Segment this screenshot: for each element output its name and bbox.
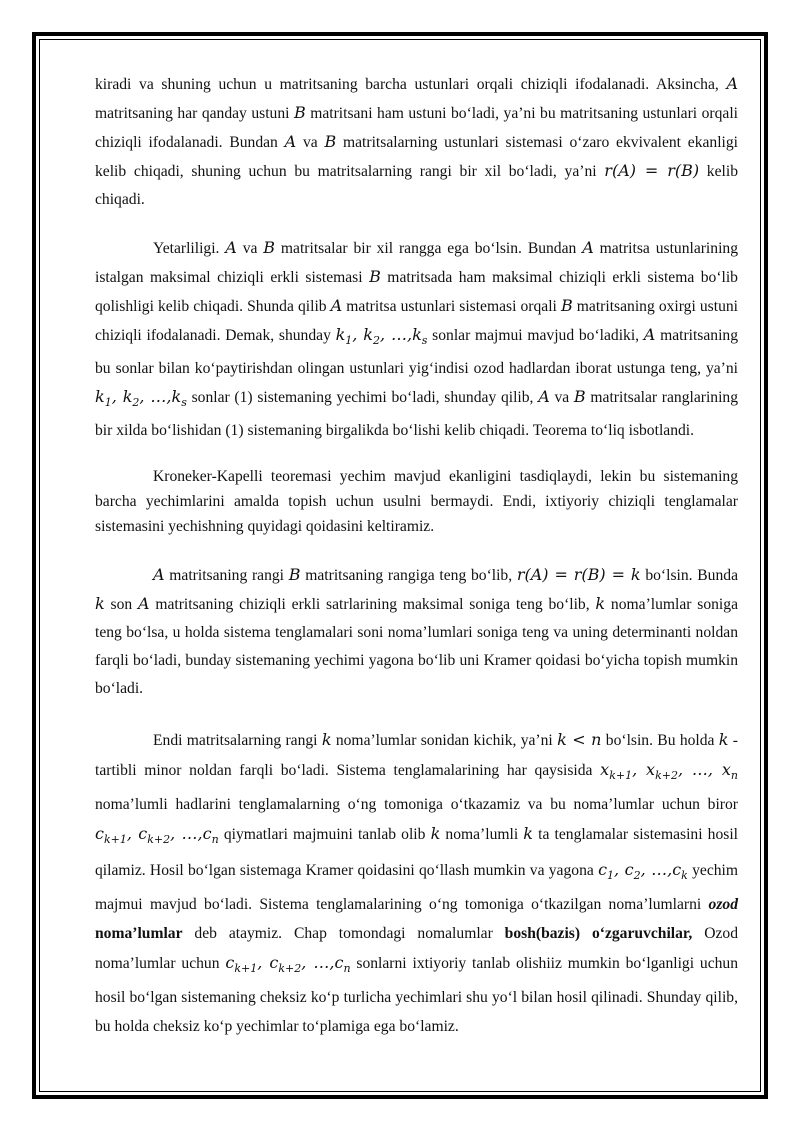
math-k-sequence: $k_1$, $k_2$, $\dots,k_s$: [335, 325, 428, 348]
math-x-sequence: $x_{k+1}$, $x_{k+2}$, …, $x_n$: [600, 760, 739, 783]
math-A: A: [153, 565, 165, 585]
math-B: B: [263, 238, 276, 257]
math-A: A: [330, 296, 343, 315]
paragraph-5: Endi matritsalarning rangi k noma’lumlar sonidan kichik, ya’ni k < n bo‘lsin. Bu holda k - tartibli minor noldan farqli bo‘ladi. Sistema tenglamalarining har qaysisida $x_{k+1}$, $x_{k+2}$, …, $x_n$ noma’lumli hadlarini tenglamalarning o‘ng tomoniga o‘tkazamiz va bu noma’lumlar uchun biror $c_{k+1}$, $c_{k+2}$, $\dots,c_n$ qiymatlari majmuini tanlab olib k noma’lumli k ta tenglamalar sistemasini hosil qilamiz. Hosil bo‘lgan sistemaga Kramer qoidasini qo‘llash mumkin va yagona $c_1$, $c_2$, $\dots,c_k$ yechim majmui mavjud bo‘ladi. Sistema tenglamalarining o‘ng tomoniga o‘tkazilgan noma’lumlarni ozod noma’lumlar deb ataymiz. Chap tomondagi nomalumlar bosh(bazis) o‘zgaruvchilar, Ozod noma’lumlar uchun $c_{k+1}$, $c_{k+2}$, $\dots,c_n$ sonlarni ixtiyoriy tanlab olishiiz mumkin bo‘lganligi uchun hosil bo‘lgan sistemaning cheksiz ko‘p turlicha yechimlari shu yo‘l bilan hosil qilinadi. Shunday qilib, bu holda cheksiz ko‘p yechimlar to‘plamiga ega bo‘lamiz.: [95, 730, 739, 1035]
math-B: B: [573, 387, 586, 407]
math-A: A: [225, 238, 237, 257]
paragraph-1: kiradi va shuning uchun u matritsaning barcha ustunlari orqali chiziqli ifodalanadi. Aksincha, A matritsaning har qanday ustuni B matritsani ham ustuni bo‘ladi, ya’ni bu matritsaning ustunlari orqali chiziqli ifodalanadi. Bundan A va B matritsalarning ustunlari sistemasi o‘zaro ekvivalent ekanligi kelib chiqadi, shuning uchun bu matritsalarning rangi bir xil bo‘ladi, ya’ni r(A) = r(B) kelib chiqadi.: [95, 74, 739, 208]
math-k: k: [595, 594, 606, 614]
math-k: k: [523, 824, 533, 844]
math-B: B: [369, 267, 381, 286]
math-A: A: [284, 132, 297, 151]
paragraph-4: A matritsaning rangi B matritsaning rangiga teng bo‘lib, r(A) = r(B) = k bo‘lsin. Bunda k son A matritsaning chiziqli erkli satrlarining maksimal soniga teng bo‘lib, k noma’lumlar soniga teng bo‘lsa, u holda sistema tenglamalari soni noma’lumlari soniga teng va uning determinanti noldan farqli bo‘ladi, bunday sistemaning yechimi yagona bo‘lib uni Kramer qoidasi bo‘yicha topish mumkin bo‘ladi.: [95, 565, 738, 698]
math-c-sequence: $c_{k+1}$, $c_{k+2}$, $\dots,c_n$: [95, 824, 219, 847]
math-rank-equality-k: r(A) = r(B) = k: [516, 565, 641, 585]
math-k: k: [430, 824, 441, 844]
math-c-sequence: $c_{k+1}$, $c_{k+2}$, $\dots,c_n$: [225, 952, 351, 975]
paragraph-2: Yetarliligi. A va B matritsalar bir xil rangga ega bo‘lsin. Bundan A matritsa ustunlarining istalgan maksimal chiziqli erkli sistemasi B matritsada ham maksimal chiziqli erkli sistema bo‘lib qolishligi kelib chiqadi. Shunda qilib A matritsa ustunlari sistemasi orqali B matritsaning oxirgi ustuni chiziqli ifodalanadi. Demak, shunday $k_1$, $k_2$, $\dots,k_s$ sonlar majmui mavjud bo‘ladiki, A matritsaning bu sonlar bilan ko‘paytirishdan olingan ustunlari yig‘indisi ozod hadlardan iborat ustunga teng, ya’ni $k_1$, $k_2$, $\dots,k_s$ sonlar (1) sistemaning yechimi bo‘ladi, shunday qilib, A va B matritsalar ranglarining bir xilda bo‘lishidan (1) sistemaning birgalikda bo‘lishi kelib chiqadi. Teorema to‘liq isbotlandi.: [95, 238, 739, 440]
math-B: B: [560, 296, 573, 315]
math-B: B: [293, 103, 306, 122]
math-A: A: [643, 325, 656, 344]
document-body: [95, 70, 738, 1041]
math-k-sequence: $k_1$, $k_2$, $\dots,k_s$: [95, 387, 187, 410]
math-A: A: [582, 238, 594, 257]
term-bosh-ozgaruvchilar: bosh(bazis) o‘zgaruvchilar,: [504, 924, 693, 942]
math-A: A: [538, 387, 550, 407]
math-k: k: [321, 730, 332, 750]
math-A: A: [137, 594, 150, 614]
term-ozod: ozod: [708, 895, 738, 913]
math-c1-ck-sequence: $c_1$, $c_2$, $\dots,c_k$: [598, 859, 688, 882]
math-A: A: [726, 74, 738, 93]
paragraph-3: Kroneker-Kapelli teoremasi yechim mavjud ekanligini tasdiqlaydi, lekin bu sistemaning barcha yechimlarini amalda topish uchun usulni bermaydi. Endi, ixtiyoriy chiziqli tenglamalar sistemasini yechishning quyidagi qoidasini keltiramiz.: [95, 468, 738, 535]
math-k: k: [718, 730, 729, 750]
math-k: k: [95, 594, 105, 614]
math-B: B: [324, 132, 337, 151]
math-k-less-n: k < n: [557, 730, 602, 750]
math-B: B: [288, 565, 301, 585]
term-nomalumlar: noma’lumlar: [95, 924, 183, 942]
math-rank-equality: r(A) = r(B): [604, 161, 700, 180]
